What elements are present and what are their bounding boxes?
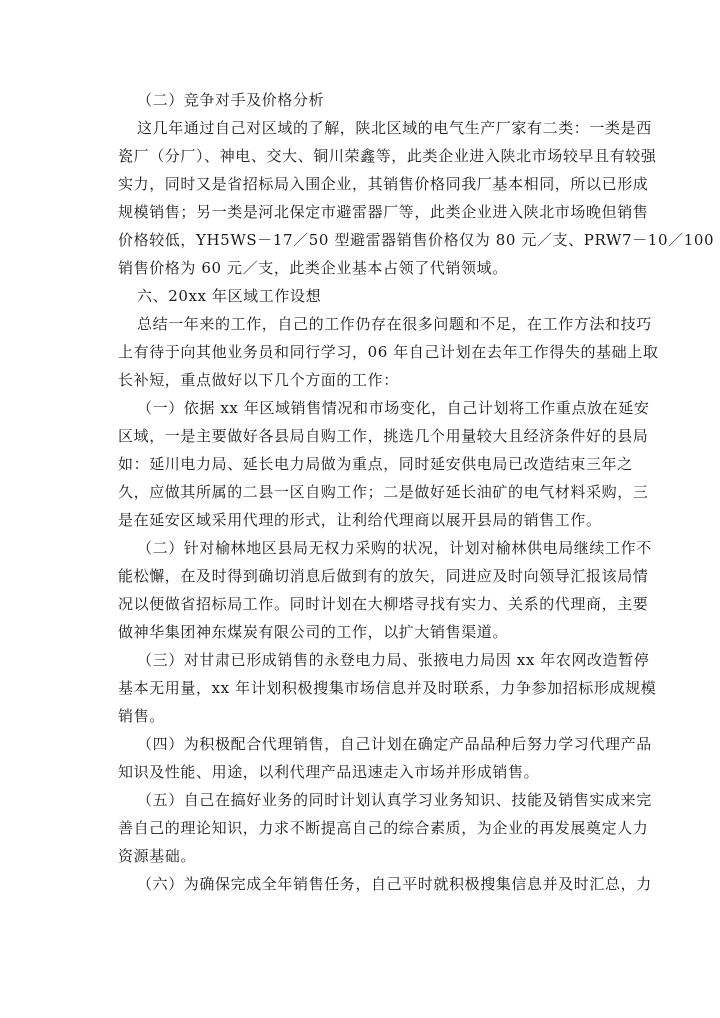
paragraph-line: 善自己的理论知识，力求不断提高自己的综合素质，为企业的再发展奠定人力: [118, 819, 649, 837]
paragraph-line: 基本无用量，xx 年计划积极搜集市场信息并及时联系，力争参加招标形成规模: [118, 679, 657, 697]
paragraph-line: （五）自己在搞好业务的同时计划认真学习业务知识、技能及销售实成来完: [137, 791, 652, 809]
paragraph-line: 区域，一是主要做好各县局自购工作，挑选几个用量较大且经济条件好的县局: [118, 427, 649, 445]
paragraph-line: 价格较低，YH5WS－17／50 型避雷器销售价格仅为 80 元／支、PRW7－10／100: [118, 231, 715, 249]
paragraph-line: （四）为积极配合代理销售，自己计划在确定产品品种后努力学习代理产品: [137, 735, 652, 753]
paragraph-line: 这几年通过自己对区域的了解，陕北区域的电气生产厂家有二类：一类是西: [137, 119, 652, 137]
paragraph-line: （三）对甘肃已形成销售的永登电力局、张掖电力局因 xx 年农网改造暂停: [137, 651, 650, 669]
paragraph-line: 做神华集团神东煤炭有限公司的工作，以扩大销售渠道。: [118, 623, 509, 641]
paragraph-line: 长补短，重点做好以下几个方面的工作：: [118, 371, 399, 389]
paragraph-line: 如：延川电力局、延长电力局做为重点，同时延安供电局已改造结束三年之: [118, 455, 633, 473]
paragraph-line: 规模销售；另一类是河北保定市避雷器厂等，此类企业进入陕北市场晚但销售: [118, 203, 649, 221]
paragraph-line: （一）依据 xx 年区域销售情况和市场变化，自己计划将工作重点放在延安: [137, 399, 650, 417]
document-body: [118, 86, 715, 898]
paragraph-line: 瓷厂（分厂）、神电、交大、铜川荣鑫等，此类企业进入陕北市场较早且有较强: [118, 147, 657, 165]
paragraph-line: 总结一年来的工作，自己的工作仍存在很多问题和不足，在工作方法和技巧: [137, 315, 652, 333]
paragraph-line: 久，应做其所属的二县一区自购工作；二是做好延长油矿的电气材料采购，三: [118, 483, 649, 501]
paragraph-line: 上有待于向其他业务员和同行学习，06 年自己计划在去年工作得失的基础上取: [118, 343, 659, 361]
paragraph-line: 销售。: [118, 707, 165, 725]
paragraph-line: 销售价格为 60 元／支，此类企业基本占领了代销领域。: [118, 259, 508, 277]
paragraph-line: 况以便做省招标局工作。同时计划在大柳塔寻找有实力、关系的代理商，主要: [118, 595, 649, 613]
paragraph-line: （二）针对榆林地区县局无权力采购的状况，计划对榆林供电局继续工作不: [137, 539, 652, 557]
paragraph-line: （六）为确保完成全年销售任务，自己平时就积极搜集信息并及时汇总，力: [137, 875, 652, 893]
paragraph-line: 知识及性能、用途，以利代理产品迅速走入市场并形成销售。: [118, 763, 540, 781]
paragraph-line: 实力，同时又是省招标局入围企业，其销售价格同我厂基本相同，所以已形成: [118, 175, 649, 193]
section-heading: 六、20xx 年区域工作设想: [137, 287, 322, 305]
section-heading: （二）竞争对手及价格分析: [137, 91, 325, 109]
paragraph-line: 资源基础。: [118, 847, 197, 865]
paragraph-line: 能松懈，在及时得到确切消息后做到有的放矢，同进应及时向领导汇报该局情: [118, 567, 649, 585]
paragraph-line: 是在延安区域采用代理的形式，让利给代理商以展开县局的销售工作。: [118, 511, 602, 529]
